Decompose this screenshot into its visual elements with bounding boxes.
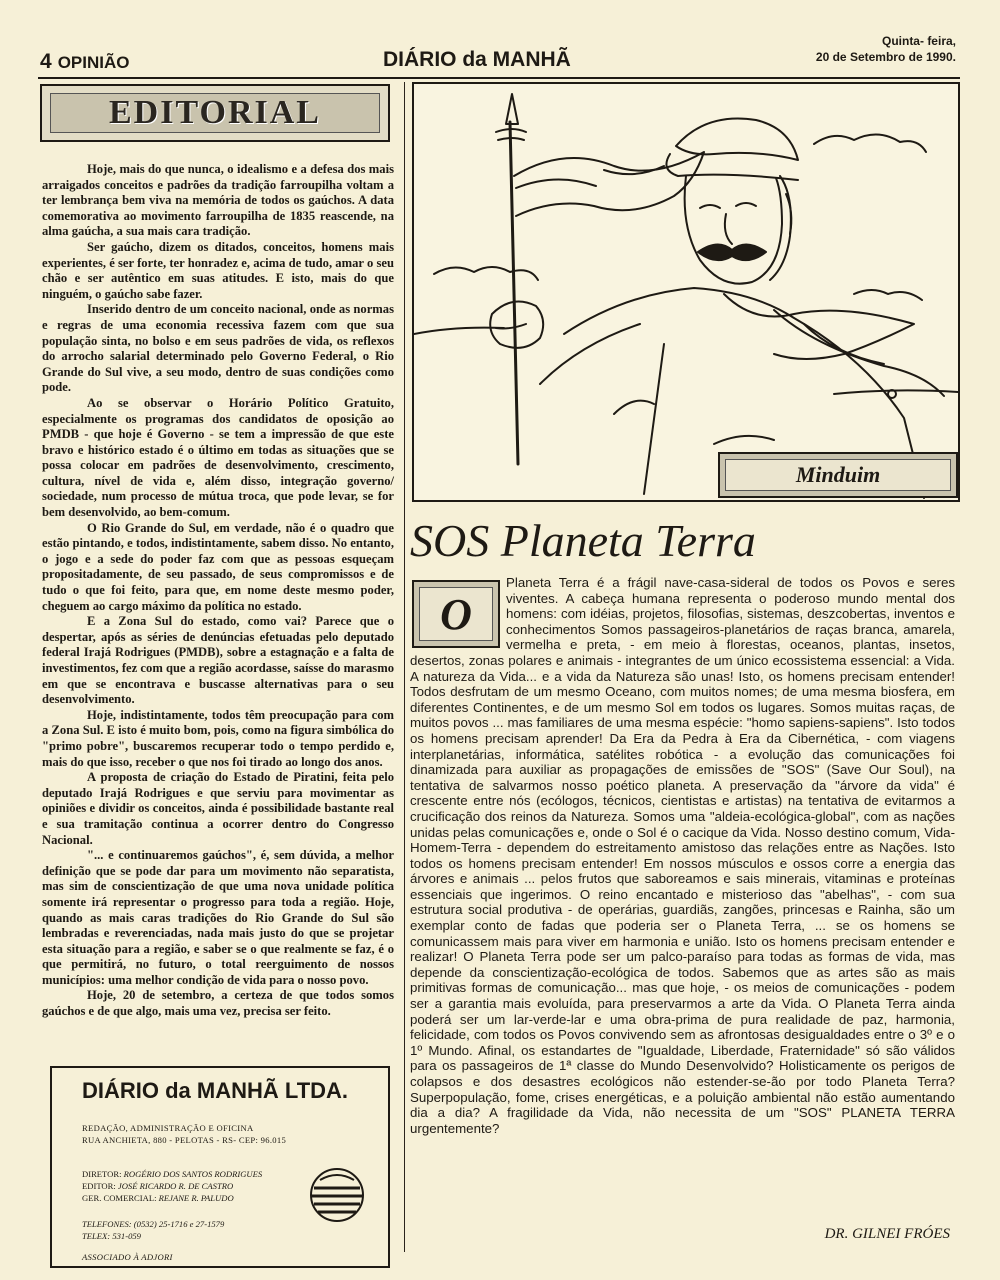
newspaper-name: DIÁRIO da MANHÃ <box>383 48 571 71</box>
gaucho-illustration <box>412 82 960 502</box>
date-full: 20 de Setembro de 1990. <box>815 50 956 64</box>
editorial-paragraph: Inserido dentro de um conceito nacional, onde as normas e regras de uma economia recessiva fazem com que sua população sinta, no bolso e em seus padrões de vida, os reflexos do arrocho salarial determinado pelo Governo Federal, o Rio Grande do Sul vive, a seu modo, dentro de suas condições como pode. <box>42 302 394 395</box>
editorial-paragraph: "... e continuaremos gaúchos", é, sem dúvida, a melhor definição que se pode dar para um movimento não separatista, mas sim de conscientização de que uma nova unidade política somente irá representar o progresso para toda a região. Hoje, quando as mais caras tradições do Rio Grande do Sul são lembradas e reverenciadas, nada mais justo do que se projetar esta situação para a região, e saber se o que realmente se faz, é o que permitirá, no futuro, o total reerguimento de nossos municípios: uma melhor condição de vida para o nosso povo. <box>42 848 394 987</box>
editorial-text <box>42 162 394 1020</box>
editorial-paragraph: Hoje, indistintamente, todos têm preocupação para com a Zona Sul. E isto é muito bom, pois, como na figura simbólica do "primo pobre", buscaremos recuperar todo o tempo perdido e, mais do que isso, receber o que nos foi tirado ao longo dos anos. <box>42 707 394 769</box>
manager-label: GER. COMERCIAL: <box>82 1193 157 1203</box>
editorial-paragraph: Ao se observar o Horário Político Gratuito, especialmente os programas dos candidatos de oposição ao PMDB - que hoje é Governo - se tem a impressão de que este bravo e histórico estado é o último em todas as situações que se possa colocar em padrões de desenvolvimento, crescimento, cultura, nível de vida e, além disso, integração governo/ sociedade, num processo de mútua troca, que pode levar, se for bem desenvolvido, ao bem-comum. <box>42 395 394 520</box>
page-number: 4 <box>40 50 52 73</box>
address-line: REDAÇÃO, ADMINISTRAÇÃO E OFICINA <box>82 1123 254 1133</box>
date-weekday: Quinta- feira, <box>881 34 956 48</box>
director-name: ROGÉRIO DOS SANTOS RODRIGUES <box>123 1169 263 1179</box>
editorial-title: EDITORIAL <box>109 94 321 131</box>
editorial-paragraph: A proposta de criação do Estado de Piratini, feita pelo deputado Irajá Rodrigues e que serviu para movimentar as opiniões e dividir os conceitos, ainda é possibilidade bastante real e sua tramitação continua a ocorrer dentro do Congresso Nacional. <box>42 770 394 847</box>
editorial-paragraph: O Rio Grande do Sul, em verdade, não é o quadro que estão pintando, e todos, indistintamente, sabem disso. No entanto, o jogo e a sede do poder faz com que as pessoas esqueçam propositadamente, de seu passado, de seus compromissos e de tudo o que foi feito, para que, em nome deste mesmo poder, cheguem ao cargo máximo da política no estado. <box>42 520 394 613</box>
article-text: Planeta Terra é a frágil nave-casa-sideral de todos os Povos e seres viventes. A cabeça humana representa o poderoso mundo mental dos homens: com idéias, projetos, filosofias, sistemas, deszcobertas, inventos e conhecimentos Somos passageiros-planetários de raças branca, amarela, vermelha e preta, - em meio à florestas, oceanos, plantas, insetos, desertos, zonas polares e animais - integrantes de um único ecossistema essencial: a Vida. A natureza da Vida... e a vida da Natureza são unas! Isto, os homens precisam entender! Todos desfrutam de um mesmo Oceano, com muitos nomes; de uma mesma biosfera, em diferentes Continentes, e de um mesmo Sol em todos os lugares. Somos muitas raças, de muitos povos ... mas familiares de uma mesma espécie: "homo sapiens-sapiens". Isto todos os homens precisam aprender! Da Era da Pedra à Era da Cibernética, - com viagens interplanetárias, informática, satélites robótica - a evolução das comunicações foi dinamizada para auxiliar as propagações de emissões de "SOS" (Save Our Soul), na tentativa de salvarmos nosso poético planeta. A preservação da "árvore da vida" é crescente entre nós (ecólogos, técnicos, cientistas e artistas) na tentativa de evitarmos a crucificação dos reinos da Natureza. Somos uma "aldeia-ecológica-global", com as nações unidas pelas comunicações e, onde o Sol é o cacique da Vida. Nosso destino comum, Vida-Homem-Terra - dependem do estreitamento amistoso das relações entre as Nações. Isto todos os homens precisam entender! Em nossos músculos e ossos corre a energia das árvores e animais ... pelos frutos que saboreamos e sais minerais, vitaminas e proteínas essenciais que ingerimos. O reino encantado e misterioso das "abelhas", - com sua estrutura social produtiva - de operárias, guardiãs, zangões, princesas e Rainha, são um exemplar conto de fadas que poderia ser o Planeta Terra, ... se os homens se comunicassem mais para viver em harmonia e união. Isto os homens precisam entender e realizar! O Planeta Terra pode ser um palco-paraíso para todas as formas de vida, mas depende da conscientização-ecológica de todos. Sabemos que as artes são as mais primitivas formas de comunicação... mas que hoje, - os meios de comunicações - podem ser a garantia mais evoluída, para preservarmos a arte da Vida. O Planeta Terra ainda poderá ser um lar-verde-lar e uma obra-prima de pura realidade de paz, harmonia, felicidade, com todos os Povos convivendo sem as afrontosas desigualdades entre o 3º e o 1º Mundo. Afinal, os estandartes de "Igualdade, Liberdade, Fraternidade" só são válidos para os passageiros de 1ª classe do Mundo Desenvolvido? Holisticamente os perigos de colapsos e dos desastres ecológicos não estender-se-ão por todo Planeta Terra? Superpopulação, fome, crises energéticas, e a poluição ambiental não estão aumentando dia a dia? A fragilidade da Vida, não necessita de um "SOS" PLANETA TERRA urgentemente? <box>410 575 955 1136</box>
editorial-paragraph: Hoje, 20 de setembro, a certeza de que todos somos gaúchos e de que algo, mais uma vez, precisa ser feito. <box>42 988 394 1019</box>
masthead-suffix: LTDA. <box>278 1078 349 1103</box>
director-label: DIRETOR: <box>82 1169 122 1179</box>
illustration-caption-box <box>718 452 958 498</box>
column-divider <box>404 82 405 1252</box>
masthead-association: ASSOCIADO À ADJORI <box>82 1252 173 1262</box>
header-rule <box>38 77 960 79</box>
editor-name: JOSÉ RICARDO R. DE CASTRO <box>117 1181 234 1191</box>
illustration-caption: Minduim <box>795 462 881 487</box>
manager-line <box>82 1192 262 1204</box>
drop-cap: O <box>419 587 493 641</box>
page-section-label <box>40 50 129 74</box>
masthead-title <box>82 1078 348 1104</box>
masthead-address <box>82 1122 286 1146</box>
address-line: RUA ANCHIETA, 880 - PELOTAS - RS- CEP: 96.015 <box>82 1135 287 1145</box>
telex-line: TELEX: 531-059 <box>82 1231 141 1241</box>
editorial-paragraph: E a Zona Sul do estado, como vai? Parece que o despertar, após as séries de denúncias efetuadas pelo deputado federal Irajá Rodrigues (PMDB), sobre a estagnação e a falta de investimentos, fez com que a região acordasse, saísse do marasmo em que se encontrava e buscasse alternativas para o seu desenvolvimento. <box>42 614 394 707</box>
masthead-paper-name: DIÁRIO da MANHÃ <box>82 1078 279 1103</box>
editorial-title-box <box>40 84 390 142</box>
article-body <box>410 575 955 1136</box>
director-line <box>82 1168 262 1180</box>
phone-line: TELEFONES: (0532) 25-1716 e 27-1579 <box>82 1219 225 1229</box>
masthead-staff <box>82 1168 262 1204</box>
issue-date <box>816 33 956 65</box>
editorial-paragraph: Hoje, mais do que nunca, o idealismo e a defesa dos mais arraigados conceitos e padrões da tradição farroupilha voltam a ter lembrança bem viva na memória de todos os gaúchos. A data comemorativa ao movimento farroupilha de 1835 reascende, na alma gaúcha, a sua mais cara tradição. <box>42 162 394 239</box>
gaucho-with-flag-illustration-icon <box>414 84 958 500</box>
article-signature: DR. GILNEI FRÓES <box>824 1226 950 1242</box>
editor-line <box>82 1180 262 1192</box>
article-title: SOS Planeta Terra <box>410 515 756 566</box>
section-name: OPINIÃO <box>57 53 130 72</box>
masthead-contacts <box>82 1218 224 1242</box>
drop-cap-spacer <box>410 575 506 647</box>
editor-label: EDITOR: <box>82 1181 116 1191</box>
newspaper-logo-icon <box>308 1166 366 1224</box>
editorial-paragraph: Ser gaúcho, dizem os ditados, conceitos, homens mais experientes, é ser forte, ter honradez e, acima de tudo, amar o seu chão e ser autêntico em suas atitudes. E isto, mais do que ninguém, o gaúcho sabe fazer. <box>42 239 394 301</box>
masthead-box <box>50 1066 390 1268</box>
editorial-title-frame <box>50 93 380 133</box>
manager-name: REJANE R. PALUDO <box>158 1193 234 1203</box>
illustration-caption-frame <box>725 459 951 491</box>
